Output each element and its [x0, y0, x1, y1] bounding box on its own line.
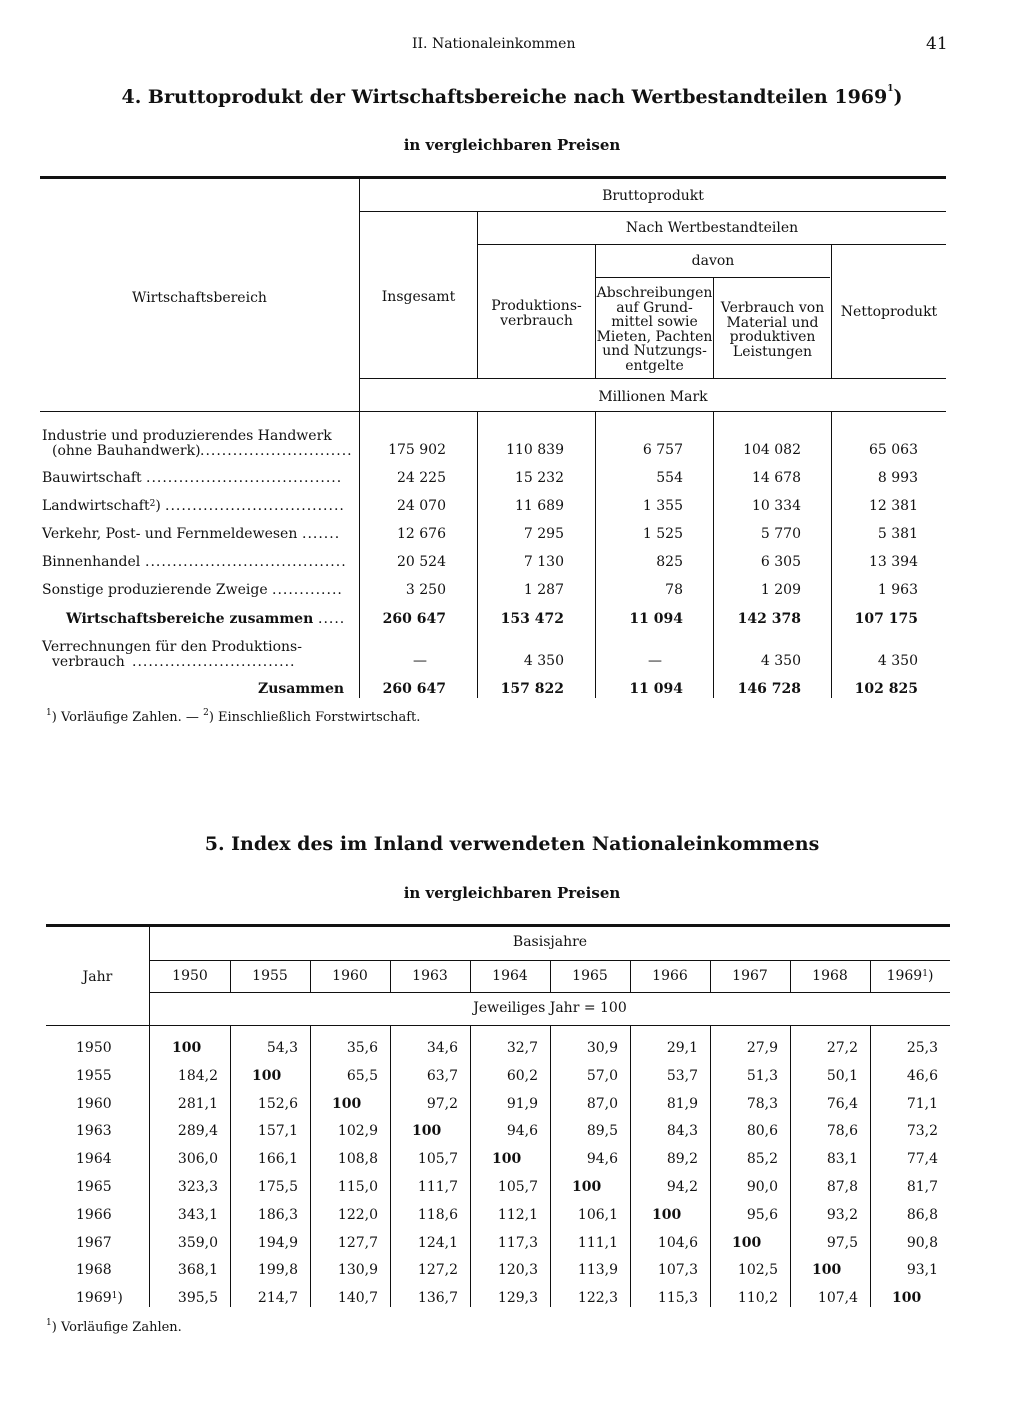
column-header-year: 1963 — [412, 968, 448, 984]
year-text: 1969 — [76, 1290, 112, 1307]
table5-cell: 84,3 — [666, 1123, 698, 1140]
row-label — [66, 611, 313, 627]
header-nettoprodukt: Nettoprodukt — [840, 304, 938, 320]
table4-cell: 78 — [665, 582, 683, 598]
row-label: Verrechnungen für den Produktions- — [42, 639, 302, 655]
table5-cell: 184,2 — [177, 1067, 218, 1084]
table5-cell: 81,9 — [666, 1095, 698, 1112]
table4-cell: 6 757 — [642, 442, 683, 458]
column-header-1964 — [470, 969, 550, 984]
row-label-text: Bauwirtschaft — [42, 470, 142, 486]
header-nach-wertbestandteilen: Nach Wertbestandteilen — [625, 220, 799, 236]
table5-cell: 140,7 — [337, 1290, 378, 1307]
year-text: 1950 — [76, 1040, 112, 1056]
row-label-close: ) — [155, 498, 161, 514]
table5-cell: 368,1 — [177, 1262, 218, 1279]
table4-cell: 260 647 — [382, 681, 446, 697]
table5-cell: 50,1 — [826, 1067, 858, 1084]
table4-cell: 8 993 — [877, 470, 918, 486]
table5-cell: 85,2 — [746, 1151, 778, 1168]
table5-cell: 100 — [332, 1095, 362, 1112]
table5-cell: 102,5 — [737, 1262, 778, 1279]
table5-cell: 34,6 — [426, 1040, 458, 1056]
column-header-year: 1964 — [492, 968, 528, 984]
table4-cell: 15 232 — [515, 470, 564, 486]
dot-leader: ..... — [318, 611, 346, 627]
table5-cell: 323,3 — [177, 1179, 218, 1195]
header-produktionsverbrauch: Produktions- verbrauch — [491, 298, 582, 329]
table5-cell: 120,3 — [497, 1262, 538, 1279]
dot-leader: .............................. — [132, 654, 296, 670]
table4-cell: 10 334 — [752, 498, 801, 514]
column-header-close: ) — [927, 968, 934, 984]
table5-cell: 81,7 — [906, 1179, 938, 1195]
column-header-year: 1969 — [886, 968, 923, 984]
table5-cell: 117,3 — [497, 1234, 538, 1251]
table5-cell: 100 — [492, 1151, 522, 1168]
table5-cell: 53,7 — [666, 1067, 698, 1084]
table4-cell: 12 381 — [869, 498, 918, 514]
table5-cell: 100 — [652, 1206, 682, 1223]
year-text: 1955 — [76, 1067, 112, 1084]
row-label — [42, 582, 268, 598]
table5-cell: 97,5 — [826, 1234, 858, 1251]
table4-cell: 110 839 — [506, 442, 564, 458]
header-jahr: Jahr — [82, 969, 113, 985]
row-label — [42, 554, 140, 570]
table5-cell: 83,1 — [826, 1151, 858, 1168]
table5-cell: 95,6 — [746, 1206, 778, 1223]
year-label — [76, 1178, 112, 1196]
table4-cell: 153 472 — [500, 611, 564, 627]
dot-leader: ..................................... — [145, 554, 347, 570]
year-label — [76, 1150, 112, 1168]
table4-cell: 4 350 — [877, 653, 918, 669]
column-header-1950 — [150, 969, 230, 984]
table5-cell: 122,3 — [577, 1290, 618, 1307]
year-label — [76, 1261, 112, 1279]
column-header-1969 — [870, 969, 950, 984]
table5-cell: 97,2 — [426, 1095, 458, 1112]
table5-cell: 115,3 — [657, 1290, 698, 1307]
table5-cell: 343,1 — [177, 1206, 218, 1223]
table4-cell: 24 225 — [397, 470, 446, 486]
column-header-sup: 1 — [922, 969, 928, 979]
table5-cell: 51,3 — [746, 1067, 778, 1084]
row-label: Industrie und produzierendes Handwerk — [42, 428, 332, 444]
table4-cell: 175 902 — [388, 442, 446, 458]
year-label — [76, 1234, 112, 1252]
table5-cell: 102,9 — [337, 1123, 378, 1140]
table5-cell: 107,4 — [817, 1290, 858, 1307]
table4-title — [0, 86, 1024, 108]
table4-cell: — — [413, 653, 427, 669]
table5-cell: 127,2 — [417, 1262, 458, 1279]
table5-cell: 89,2 — [666, 1151, 698, 1168]
table5-cell: 306,0 — [177, 1151, 218, 1168]
dot-leader: ............................ — [200, 443, 353, 459]
column-header-1963 — [390, 969, 470, 984]
table5-cell: 65,5 — [346, 1067, 378, 1084]
table5-cell: 80,6 — [746, 1123, 778, 1140]
table4-cell: 146 728 — [737, 681, 801, 697]
table5-cell: 25,3 — [906, 1040, 938, 1056]
table5-cell: 94,2 — [666, 1179, 698, 1195]
table5-cell: 86,8 — [906, 1206, 938, 1223]
table4-col-rule — [477, 212, 478, 378]
footnote-text-2: Einschließlich Forstwirtschaft. — [218, 710, 421, 725]
table4-cell: 14 678 — [752, 470, 801, 486]
table5-cell: 105,7 — [417, 1151, 458, 1168]
table5-cell: 100 — [172, 1040, 202, 1056]
page-number: 41 — [926, 34, 948, 54]
column-header-1965 — [550, 969, 630, 984]
dot-leader: ............. — [272, 582, 343, 598]
row-label-sup: 2 — [149, 499, 156, 509]
year-text: 1965 — [76, 1179, 112, 1195]
year-text: 1966 — [76, 1206, 112, 1223]
table5-cell: 152,6 — [257, 1095, 298, 1112]
row-label-text: Binnenhandel — [42, 554, 141, 570]
table5-cell: 129,3 — [497, 1290, 538, 1307]
table4-subtitle: in vergleichbaren Preisen — [403, 136, 621, 154]
table5-cell: 214,7 — [257, 1290, 298, 1307]
table4-cell: 24 070 — [397, 498, 446, 514]
table4-cell: 7 130 — [523, 554, 564, 570]
table5-title: 5. Index des im Inland verwendeten Nationaleinkommens — [204, 833, 820, 855]
column-header-year: 1965 — [572, 968, 608, 984]
table5-cell: 186,3 — [257, 1206, 298, 1223]
table4-cell: 1 287 — [523, 582, 564, 598]
table5-cell: 73,2 — [906, 1123, 938, 1140]
column-header-year: 1967 — [732, 968, 768, 984]
row-label — [258, 681, 344, 697]
header-insgesamt: Insgesamt — [381, 289, 456, 305]
table5-cell: 136,7 — [417, 1290, 458, 1307]
table5-cell: 124,1 — [417, 1234, 458, 1251]
table5-top-rule — [46, 924, 950, 927]
row-label-text: Sonstige produzierende Zweige — [42, 582, 268, 598]
row-label-line2: verbrauch — [52, 654, 125, 670]
table5-cell: 105,7 — [497, 1179, 538, 1195]
table5-cell: 93,2 — [826, 1206, 858, 1223]
header-basisjahre: Basisjahre — [512, 934, 588, 950]
table5-cell: 100 — [812, 1262, 842, 1279]
row-label — [42, 498, 161, 514]
table5-cell: 54,3 — [266, 1040, 298, 1056]
column-header-year: 1955 — [252, 968, 288, 984]
dot-leader: .................................... — [146, 470, 343, 486]
table5-cell: 104,6 — [657, 1234, 698, 1251]
table5-cell: 78,6 — [826, 1123, 858, 1140]
table5-cell: 90,0 — [746, 1179, 778, 1195]
table4-cell: — — [648, 653, 662, 669]
table4-cell: 4 350 — [523, 653, 564, 669]
year-text: 1968 — [76, 1262, 112, 1279]
year-label — [76, 1122, 112, 1140]
table5-cell: 63,7 — [426, 1067, 458, 1084]
table5-cell: 107,3 — [657, 1262, 698, 1279]
table5-cell: 76,4 — [826, 1095, 858, 1112]
year-sup: 1 — [111, 1291, 118, 1302]
table5-cell: 77,4 — [906, 1151, 938, 1168]
table5-cell: 93,1 — [906, 1262, 938, 1279]
table5-cell: 110,2 — [737, 1290, 778, 1307]
table4-cell: 12 676 — [397, 526, 446, 542]
table4-cell: 20 524 — [397, 554, 446, 570]
table5-cell: 111,7 — [417, 1179, 458, 1195]
table4-cell: 3 250 — [405, 582, 446, 598]
table4-top-rule — [40, 176, 946, 179]
year-text: 1964 — [76, 1151, 112, 1168]
table4-cell: 1 209 — [760, 582, 801, 598]
table5-cell: 118,6 — [417, 1206, 458, 1223]
table4-cell: 1 525 — [642, 526, 683, 542]
year-label — [76, 1289, 123, 1307]
table5-cell: 46,6 — [906, 1067, 938, 1084]
row-label-text: Landwirtschaft — [42, 498, 150, 514]
table5-header-bottom-rule — [46, 1025, 950, 1026]
table5-cell: 30,9 — [586, 1040, 618, 1056]
table4-cell: 157 822 — [500, 681, 564, 697]
table4-cell: 7 295 — [523, 526, 564, 542]
table5-cell: 100 — [412, 1123, 442, 1140]
row-label — [42, 526, 297, 542]
table5-cell: 89,5 — [586, 1123, 618, 1140]
table5-cell: 289,4 — [177, 1123, 218, 1140]
footnote-text: Vorläufige Zahlen. — [60, 1320, 182, 1335]
table5-cell: 60,2 — [506, 1067, 538, 1084]
footnote-sup-1: 1 — [46, 708, 52, 718]
table5-cell: 127,7 — [337, 1234, 378, 1251]
row-label-line2: (ohne Bauhandwerk) — [52, 443, 201, 459]
table5-cell: 32,7 — [506, 1040, 538, 1056]
table4-cell: 11 094 — [629, 681, 683, 697]
header-wirtschaftsbereich: Wirtschaftsbereich — [132, 290, 267, 306]
table4-cell: 825 — [656, 554, 683, 570]
table5-cell: 166,1 — [257, 1151, 298, 1168]
table5-cell: 29,1 — [666, 1040, 698, 1056]
year-label — [76, 1095, 112, 1113]
footnote-sup-2: 2 — [203, 708, 209, 718]
column-header-1960 — [310, 969, 390, 984]
table5-cell: 87,0 — [586, 1095, 618, 1112]
table5-cell: 359,0 — [177, 1234, 218, 1251]
year-label — [76, 1039, 112, 1057]
table5-cell: 111,1 — [577, 1234, 618, 1251]
table5-cell: 94,6 — [506, 1123, 538, 1140]
table5-cell: 113,9 — [577, 1262, 618, 1279]
table4-header-bottom-rule — [40, 411, 946, 412]
table5-cell: 115,0 — [337, 1179, 378, 1195]
table4-footnote: $^1$) Vorläufige Zahlen. — $^2$) Einschließlich Forstwirtschaft. — [46, 708, 421, 725]
column-header-year: 1960 — [332, 968, 368, 984]
table5-cell: 90,8 — [906, 1234, 938, 1251]
table5-cell: 194,9 — [257, 1234, 298, 1251]
table4-cell: 11 689 — [515, 498, 564, 514]
table5-rule — [150, 992, 950, 993]
table5-cell: 100 — [252, 1067, 282, 1084]
table4-rule — [360, 211, 946, 212]
table4-cell: 65 063 — [869, 442, 918, 458]
table4-cell: 142 378 — [737, 611, 801, 627]
table4-cell: 11 094 — [629, 611, 683, 627]
table4-cell: 5 381 — [877, 526, 918, 542]
column-header-1968 — [790, 969, 870, 984]
footnote-text-1: Vorläufige Zahlen. — — [60, 710, 199, 725]
table5-cell: 94,6 — [586, 1151, 618, 1168]
column-header-1967 — [710, 969, 790, 984]
year-text: 1963 — [76, 1123, 112, 1140]
table4-rule — [360, 378, 946, 379]
year-text: 1960 — [76, 1095, 112, 1112]
table5-cell: 100 — [572, 1179, 602, 1195]
header-unit: Jeweiliges Jahr = 100 — [473, 1000, 627, 1016]
table5-cell: 199,8 — [257, 1262, 298, 1279]
table5-cell: 106,1 — [577, 1206, 618, 1223]
column-header-year: 1966 — [652, 968, 688, 984]
table5-cell: 100 — [892, 1290, 922, 1307]
column-header-year: 1950 — [172, 968, 208, 984]
table5-cell: 35,6 — [346, 1040, 378, 1056]
table5-cell: 71,1 — [906, 1095, 938, 1112]
year-label — [76, 1206, 112, 1224]
table4-cell: 1 355 — [642, 498, 683, 514]
table4-title-sup: 1 — [887, 84, 894, 94]
table5-cell: 130,9 — [337, 1262, 378, 1279]
table5-cell: 87,8 — [826, 1179, 858, 1195]
table4-cell: 104 082 — [743, 442, 801, 458]
table4-cell: 6 305 — [760, 554, 801, 570]
table4-cell: 554 — [656, 470, 683, 486]
header-davon: davon — [691, 253, 735, 269]
table4-cell: 102 825 — [854, 681, 918, 697]
table5-subtitle: in vergleichbaren Preisen — [403, 884, 621, 902]
running-title: II. Nationaleinkommen — [412, 36, 576, 52]
table4-title-text: 4. Bruttoprodukt der Wirtschaftsbereiche nach Wertbestandteilen 1969 — [121, 86, 888, 108]
table4-cell: 13 394 — [869, 554, 918, 570]
row-label-text: Verkehr, Post- und Fernmeldewesen — [42, 526, 298, 542]
dot-leader: ....... — [302, 526, 341, 542]
column-header-1955 — [230, 969, 310, 984]
year-text: 1967 — [76, 1234, 112, 1251]
row-label-text: Zusammen — [258, 681, 345, 697]
table4-cell: 260 647 — [382, 611, 446, 627]
table5-cell: 175,5 — [257, 1179, 298, 1195]
table4-cell: 4 350 — [760, 653, 801, 669]
table5-cell: 122,0 — [337, 1206, 378, 1223]
table5-cell: 78,3 — [746, 1095, 778, 1112]
table5-cell: 108,8 — [337, 1151, 378, 1168]
footnote-sup: 1 — [46, 1318, 52, 1328]
header-unit: Millionen Mark — [598, 389, 708, 405]
table4-rule — [478, 244, 946, 245]
table5-cell: 100 — [732, 1234, 762, 1251]
table5-cell: 157,1 — [257, 1123, 298, 1140]
table5-cell: 57,0 — [586, 1067, 618, 1084]
table4-cell: 1 963 — [877, 582, 918, 598]
year-close: ) — [117, 1290, 123, 1307]
header-abschreibungen: Abschreibungen auf Grund- mittel sowie Mieten, Pachten und Nutzungs- entgelte — [596, 285, 713, 374]
table5-cell: 112,1 — [497, 1206, 538, 1223]
row-label — [42, 470, 142, 486]
table4-cell: 107 175 — [854, 611, 918, 627]
table5-cell: 395,5 — [177, 1290, 218, 1307]
table5-cell: 27,9 — [746, 1040, 778, 1056]
table5-footnote: $^1$) Vorläufige Zahlen. — [46, 1318, 182, 1335]
dot-leader: ................................. — [165, 498, 345, 514]
table5-cell: 91,9 — [506, 1095, 538, 1112]
header-bruttoprodukt: Bruttoprodukt — [602, 188, 704, 204]
table4-cell: 5 770 — [760, 526, 801, 542]
column-header-1966 — [630, 969, 710, 984]
table5-cell: 281,1 — [177, 1095, 218, 1112]
header-verbrauch-material: Verbrauch von Material und produktiven Leistungen — [720, 300, 825, 360]
table5-cell: 27,2 — [826, 1040, 858, 1056]
table4-title-close: ) — [893, 86, 903, 108]
year-label — [76, 1067, 112, 1085]
column-header-year: 1968 — [812, 968, 848, 984]
row-label-text: Wirtschaftsbereiche zusammen — [66, 611, 314, 627]
